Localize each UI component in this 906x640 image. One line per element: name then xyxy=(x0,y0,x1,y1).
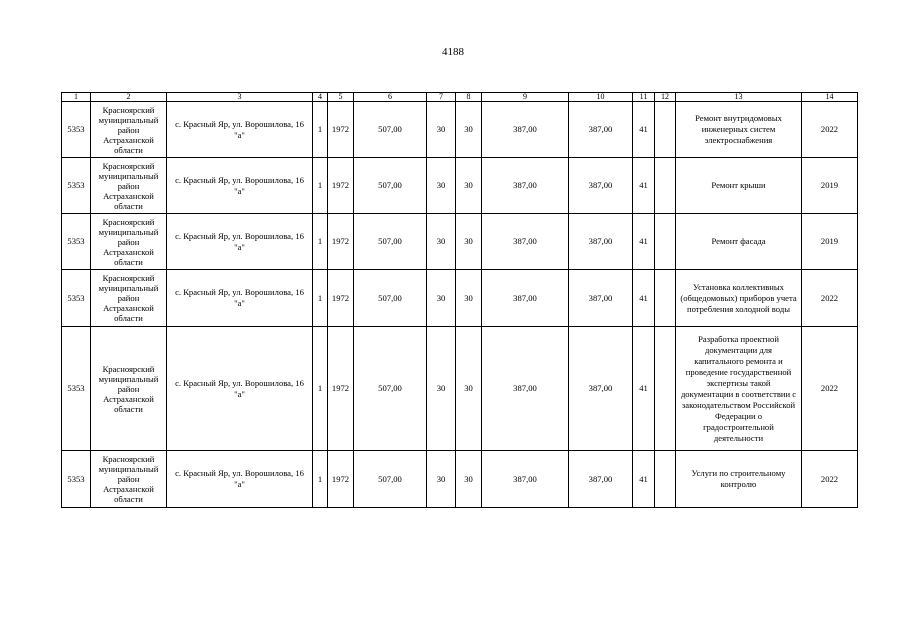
cell-line: с. Красный Яр, ул. Ворошилова, 16 xyxy=(175,230,304,241)
cell-line: район xyxy=(117,180,140,191)
cell-col-10: 387,00 xyxy=(569,214,633,270)
cell-line: электроснабжения xyxy=(704,135,773,145)
cell-line: Астраханской xyxy=(103,393,154,404)
cell-col-9: 387,00 xyxy=(482,214,569,270)
cell-line: Астраханской xyxy=(103,303,154,313)
cell-line: район xyxy=(117,474,140,484)
cell-col-14: 2019 xyxy=(802,214,858,270)
cell-col-14: 2022 xyxy=(802,102,858,158)
column-number-10: 10 xyxy=(569,93,633,102)
cell-col-1: 5353 xyxy=(62,102,91,158)
repair-plan-table xyxy=(61,92,858,508)
table-row xyxy=(62,158,858,214)
cell-col-14: 2022 xyxy=(802,270,858,327)
cell-col-6: 507,00 xyxy=(354,102,427,158)
cell-line: Разработка проектной xyxy=(698,333,779,344)
cell-col-7: 30 xyxy=(427,451,456,508)
cell-col-9: 387,00 xyxy=(482,270,569,327)
column-number-1: 1 xyxy=(62,93,91,102)
cell-col-10: 387,00 xyxy=(569,270,633,327)
cell-line: муниципальный xyxy=(98,464,159,474)
cell-line: "а" xyxy=(234,479,245,489)
cell-line: контролю xyxy=(720,479,757,489)
cell-col-8: 30 xyxy=(456,451,482,508)
cell-col-8: 30 xyxy=(456,158,482,214)
cell-col-7: 30 xyxy=(427,214,456,270)
cell-col-8: 30 xyxy=(456,102,482,158)
cell-col-3 xyxy=(167,102,313,158)
cell-col-8: 30 xyxy=(456,270,482,327)
cell-col-10: 387,00 xyxy=(569,102,633,158)
cell-line: "а" xyxy=(234,388,245,399)
cell-col-14: 2022 xyxy=(802,451,858,508)
cell-line: с. Красный Яр, ул. Ворошилова, 16 xyxy=(175,174,304,185)
cell-line: документации в соответствии с xyxy=(680,388,797,399)
cell-col-3 xyxy=(167,270,313,327)
cell-col-6: 507,00 xyxy=(354,214,427,270)
cell-line: капитального ремонта и xyxy=(694,355,783,366)
column-number-7: 7 xyxy=(427,93,456,102)
cell-col-5: 1972 xyxy=(328,451,354,508)
cell-line: район xyxy=(117,293,140,303)
table-row xyxy=(62,327,858,451)
cell-line: потребления холодной воды xyxy=(686,303,790,314)
cell-col-8: 30 xyxy=(456,214,482,270)
cell-line: области xyxy=(114,256,143,267)
cell-col-6: 507,00 xyxy=(354,270,427,327)
cell-line: Красноярский xyxy=(102,216,155,227)
cell-line: Ремонт фасада xyxy=(711,236,766,246)
page-number: 4188 xyxy=(442,46,464,58)
cell-line: Услуги по строительному xyxy=(691,468,786,478)
cell-line: "а" xyxy=(234,129,245,140)
cell-col-8: 30 xyxy=(456,327,482,451)
cell-col-4: 1 xyxy=(313,158,328,214)
cell-line: с. Красный Яр, ул. Ворошилова, 16 xyxy=(175,118,304,129)
cell-col-5: 1972 xyxy=(328,327,354,451)
cell-col-6: 507,00 xyxy=(354,451,427,508)
cell-col-2 xyxy=(91,327,167,451)
cell-col-7: 30 xyxy=(427,158,456,214)
cell-line: градостроительной xyxy=(703,421,774,432)
cell-line: Ремонт внутридомовых xyxy=(695,113,782,123)
column-number-2: 2 xyxy=(91,93,167,102)
cell-col-4: 1 xyxy=(313,270,328,327)
cell-line: район xyxy=(117,383,140,394)
cell-col-6: 507,00 xyxy=(354,327,427,451)
cell-col-11: 41 xyxy=(633,214,655,270)
cell-line: Красноярский xyxy=(102,273,155,283)
cell-line: Установка коллективных xyxy=(693,281,784,292)
cell-col-3 xyxy=(167,451,313,508)
cell-line: муниципальный xyxy=(98,170,159,181)
cell-col-2 xyxy=(91,158,167,214)
cell-col-7: 30 xyxy=(427,270,456,327)
cell-line: документации для xyxy=(705,344,772,355)
column-number-11: 11 xyxy=(633,93,655,102)
cell-col-11: 41 xyxy=(633,451,655,508)
cell-col-3 xyxy=(167,327,313,451)
column-number-12: 12 xyxy=(655,93,676,102)
cell-col-12 xyxy=(655,451,676,508)
cell-col-13 xyxy=(676,158,802,214)
cell-col-1: 5353 xyxy=(62,270,91,327)
cell-line: Красноярский xyxy=(102,160,155,171)
cell-col-11: 41 xyxy=(633,270,655,327)
cell-line: "а" xyxy=(234,298,245,308)
cell-line: Астраханской xyxy=(103,246,154,257)
table-row xyxy=(62,102,858,158)
cell-line: области xyxy=(114,313,143,323)
cell-line: области xyxy=(114,494,143,504)
cell-col-7: 30 xyxy=(427,102,456,158)
cell-line: области xyxy=(114,144,143,155)
cell-col-11: 41 xyxy=(633,327,655,451)
column-number-6: 6 xyxy=(354,93,427,102)
table-row xyxy=(62,451,858,508)
cell-col-11: 41 xyxy=(633,102,655,158)
cell-line: законодательством Российской xyxy=(681,399,796,410)
table-row xyxy=(62,270,858,327)
cell-col-2 xyxy=(91,270,167,327)
cell-line: области xyxy=(114,200,143,211)
cell-line: с. Красный Яр, ул. Ворошилова, 16 xyxy=(175,377,304,388)
cell-col-13 xyxy=(676,214,802,270)
cell-line: с. Красный Яр, ул. Ворошилова, 16 xyxy=(175,287,304,297)
cell-col-13 xyxy=(676,327,802,451)
column-number-row xyxy=(62,93,858,102)
cell-line: муниципальный xyxy=(98,226,159,237)
cell-line: муниципальный xyxy=(98,373,159,384)
cell-col-2 xyxy=(91,451,167,508)
cell-col-3 xyxy=(167,158,313,214)
cell-col-3 xyxy=(167,214,313,270)
cell-line: Астраханской xyxy=(103,190,154,201)
cell-col-11: 41 xyxy=(633,158,655,214)
cell-col-14: 2019 xyxy=(802,158,858,214)
column-number-13: 13 xyxy=(676,93,802,102)
cell-col-13 xyxy=(676,270,802,327)
cell-col-9: 387,00 xyxy=(482,451,569,508)
cell-col-2 xyxy=(91,102,167,158)
cell-col-9: 387,00 xyxy=(482,102,569,158)
table-body xyxy=(62,93,858,508)
cell-line: области xyxy=(114,403,143,414)
cell-col-9: 387,00 xyxy=(482,158,569,214)
cell-line: проведение государственной xyxy=(685,366,792,377)
cell-col-1: 5353 xyxy=(62,451,91,508)
cell-col-12 xyxy=(655,270,676,327)
column-number-9: 9 xyxy=(482,93,569,102)
cell-col-6: 507,00 xyxy=(354,158,427,214)
column-number-5: 5 xyxy=(328,93,354,102)
cell-col-13 xyxy=(676,451,802,508)
cell-col-4: 1 xyxy=(313,102,328,158)
cell-col-12 xyxy=(655,158,676,214)
column-number-3: 3 xyxy=(167,93,313,102)
cell-col-1: 5353 xyxy=(62,327,91,451)
cell-line: деятельности xyxy=(713,432,764,443)
cell-line: район xyxy=(117,124,140,135)
cell-line: район xyxy=(117,236,140,247)
cell-line: Астраханской xyxy=(103,134,154,145)
cell-col-5: 1972 xyxy=(328,270,354,327)
cell-col-2 xyxy=(91,214,167,270)
cell-col-12 xyxy=(655,102,676,158)
cell-col-12 xyxy=(655,214,676,270)
cell-col-9: 387,00 xyxy=(482,327,569,451)
column-number-4: 4 xyxy=(313,93,328,102)
cell-line: Красноярский xyxy=(102,104,155,115)
column-number-8: 8 xyxy=(456,93,482,102)
cell-col-1: 5353 xyxy=(62,158,91,214)
cell-line: "а" xyxy=(234,241,245,252)
cell-line: муниципальный xyxy=(98,114,159,125)
cell-line: Красноярский xyxy=(102,454,155,464)
cell-col-5: 1972 xyxy=(328,102,354,158)
table-row xyxy=(62,214,858,270)
cell-col-10: 387,00 xyxy=(569,158,633,214)
cell-col-5: 1972 xyxy=(328,214,354,270)
cell-line: муниципальный xyxy=(98,283,159,293)
cell-line: (общедомовых) приборов учета xyxy=(680,292,797,303)
cell-col-4: 1 xyxy=(313,327,328,451)
cell-col-5: 1972 xyxy=(328,158,354,214)
cell-col-10: 387,00 xyxy=(569,327,633,451)
cell-col-12 xyxy=(655,327,676,451)
cell-line: Федерации о xyxy=(714,410,763,421)
cell-col-4: 1 xyxy=(313,214,328,270)
cell-col-14: 2022 xyxy=(802,327,858,451)
cell-col-1: 5353 xyxy=(62,214,91,270)
cell-col-4: 1 xyxy=(313,451,328,508)
cell-line: с. Красный Яр, ул. Ворошилова, 16 xyxy=(175,468,304,478)
cell-line: Красноярский xyxy=(102,363,155,374)
cell-line: инженерных систем xyxy=(701,124,776,134)
cell-line: "а" xyxy=(234,185,245,196)
column-number-14: 14 xyxy=(802,93,858,102)
cell-line: экспертизы такой xyxy=(706,377,771,388)
cell-col-7: 30 xyxy=(427,327,456,451)
cell-line: Астраханской xyxy=(103,484,154,494)
cell-line: Ремонт крыши xyxy=(711,180,766,190)
cell-col-13 xyxy=(676,102,802,158)
cell-col-10: 387,00 xyxy=(569,451,633,508)
